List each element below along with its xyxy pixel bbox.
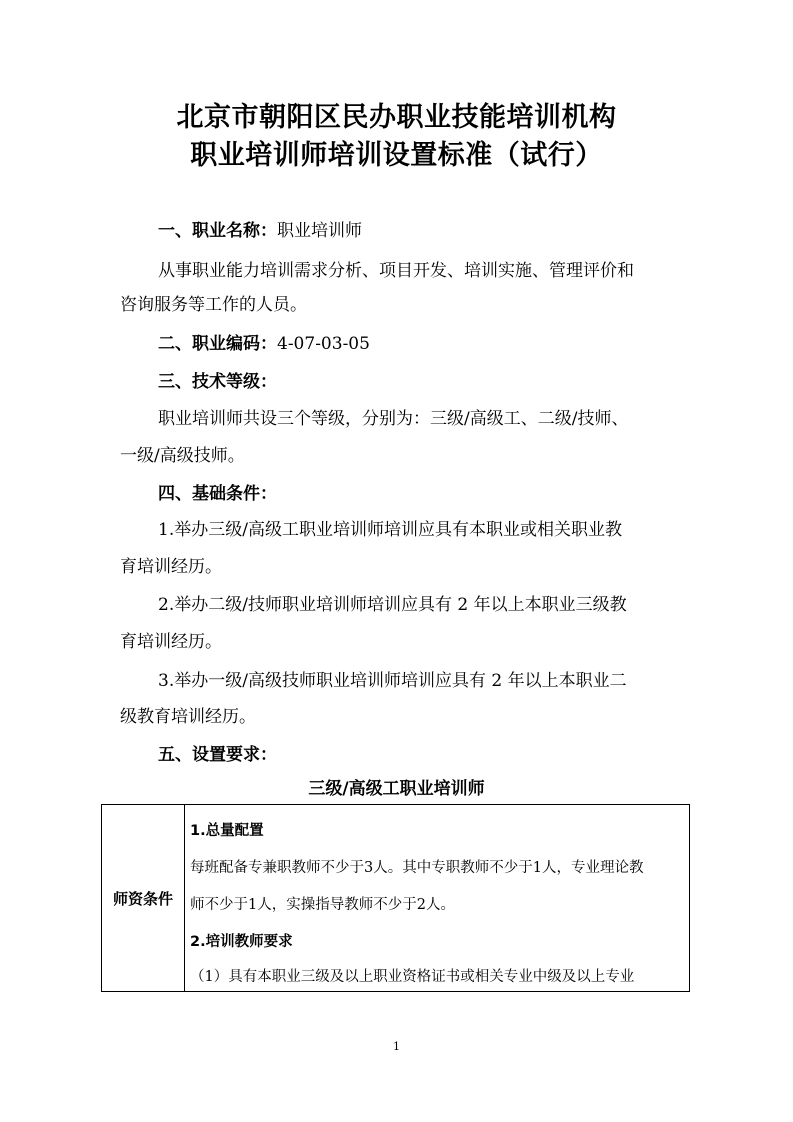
table-cell-line-2: 每班配备专兼职教师不少于3人。其中专职教师不少于1人，专业理论教 — [190, 860, 644, 876]
section-4-item-3-line-1: 3.举办一级/高级技师职业培训师培训应具有 2 年以上本职业二 — [158, 671, 627, 691]
section-2-heading: 二、职业编码： — [158, 334, 277, 354]
page-number: 1 — [393, 1040, 400, 1053]
section-3-desc-line-2: 一级/高级技师。 — [120, 446, 245, 466]
table-row-label: 师资条件 — [112, 889, 173, 908]
table-cell-line-3: 师不少于1人，实操指导教师不少于2人。 — [190, 897, 455, 913]
document-title-line-2: 职业培训师培训设置标准（试行） — [190, 140, 603, 171]
section-4-item-1-line-2: 育培训经历。 — [120, 557, 222, 577]
section-1-heading: 一、职业名称： — [158, 221, 277, 241]
section-3-desc-line-1: 职业培训师共设三个等级，分别为：三级/高级工、二级/技师、 — [158, 409, 629, 429]
section-1-value: 职业培训师 — [277, 221, 362, 241]
section-1-line — [158, 218, 362, 244]
table-cell-line-1: 1.总量配置 — [190, 823, 264, 839]
section-1-desc-line-1: 从事职业能力培训需求分析、项目开发、培训实施、管理评价和 — [158, 261, 634, 281]
table-cell-line-5: （1）具有本职业三级及以上职业资格证书或相关专业中级及以上专业 — [190, 969, 635, 985]
section-2-value: 4-07-03-05 — [277, 334, 370, 354]
section-5-heading: 五、设置要求： — [158, 745, 277, 765]
section-4-item-1-line-1: 1.举办三级/高级工职业培训师培训应具有本职业或相关职业教 — [158, 520, 622, 540]
document-title-line-1: 北京市朝阳区民办职业技能培训机构 — [176, 102, 617, 133]
section-4-item-2-line-2: 育培训经历。 — [120, 632, 222, 652]
table-column-divider — [184, 805, 185, 991]
section-4-item-2-line-1: 2.举办二级/技师职业培训师培训应具有 2 年以上本职业三级教 — [158, 595, 627, 615]
section-1-desc-line-2: 咨询服务等工作的人员。 — [120, 295, 307, 315]
section-4-heading: 四、基础条件： — [158, 484, 277, 504]
requirements-table — [101, 804, 690, 992]
table-cell-line-4: 2.培训教师要求 — [190, 934, 293, 950]
table-caption: 三级/高级工职业培训师 — [308, 779, 485, 799]
section-2-line — [158, 331, 370, 357]
section-3-heading: 三、技术等级： — [158, 372, 277, 392]
section-4-item-3-line-2: 级教育培训经历。 — [120, 707, 256, 727]
